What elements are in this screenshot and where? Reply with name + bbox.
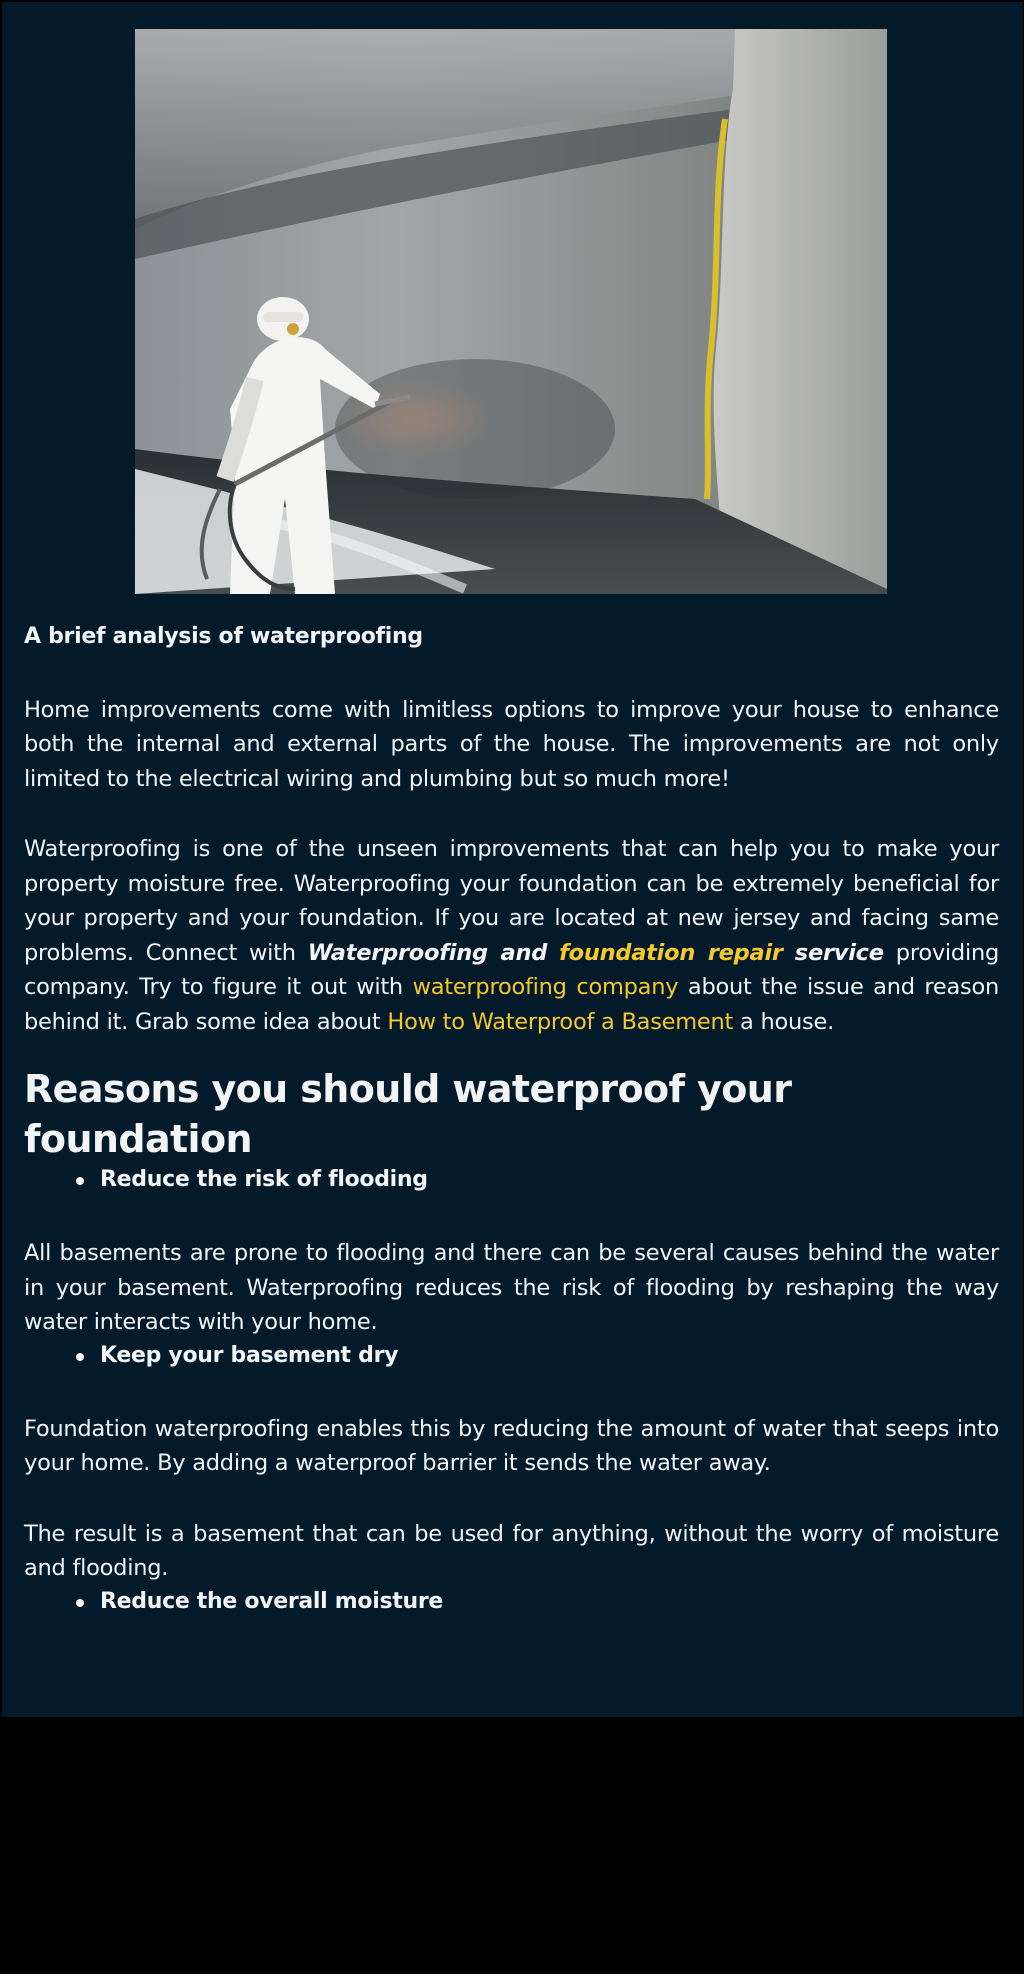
hero-image (135, 29, 887, 594)
intro-paragraph: Home improvements come with limitless options to improve your house to enhance both the internal and external parts of the house. The improvements are not only limited to the electrical wiring and plumbing but so much more! (24, 696, 999, 792)
waterproof-basement-link[interactable]: How to Waterproof a Basement (387, 1008, 734, 1035)
bullet-keep-dry: Keep your basement dry (100, 1340, 999, 1372)
bullet-reduce-flooding: Reduce the risk of flooding (100, 1164, 999, 1196)
dry-paragraph: Foundation waterproofing enables this by reducing the amount of water that seeps into your home. By adding a waterproof barrier it sends the water away. (24, 1415, 999, 1477)
brief-analysis-heading: A brief analysis of waterproofing (24, 624, 423, 649)
bullet-list-flooding (24, 1164, 999, 1196)
waterproofing-company-link[interactable]: waterproofing company (412, 974, 679, 1001)
foundation-repair-link[interactable]: foundation repair (559, 939, 783, 966)
reasons-heading: Reasons you should waterproof your foundation (24, 1067, 792, 1161)
para2-text-d: a house. (733, 1008, 834, 1035)
para2-text-a: Waterproofing is one of the unseen improvements that can help you to make your property moisture free. Waterproofing your foundation can be extremely beneficial for your property and your foundation. If you are located at new jersey and facing same problems. Connect with (24, 836, 999, 966)
bullet-list-moisture (24, 1586, 999, 1618)
flooding-paragraph: All basements are prone to flooding and there can be several causes behind the water in your basement. Waterproofing reduces the risk of flooding by reshaping the way water interacts with your home. (24, 1240, 999, 1336)
bullet-reduce-moisture: Reduce the overall moisture (100, 1586, 999, 1618)
para2-bold-a: Waterproofing and (307, 939, 548, 966)
waterproofing-paragraph (24, 832, 999, 1039)
waterproofing-photo (135, 29, 887, 594)
article-panel (2, 2, 1023, 1717)
bullet-list-dry (24, 1340, 999, 1372)
para2-text-c: about the issue and reason behind it. Grab some idea about (24, 974, 999, 1035)
para2-bold-b: service (794, 939, 884, 966)
result-paragraph: The result is a basement that can be used for anything, without the worry of moisture and flooding. (24, 1520, 999, 1582)
para2-text-b: providing company. Try to figure it out with (24, 939, 999, 1001)
article-content (24, 622, 999, 1618)
